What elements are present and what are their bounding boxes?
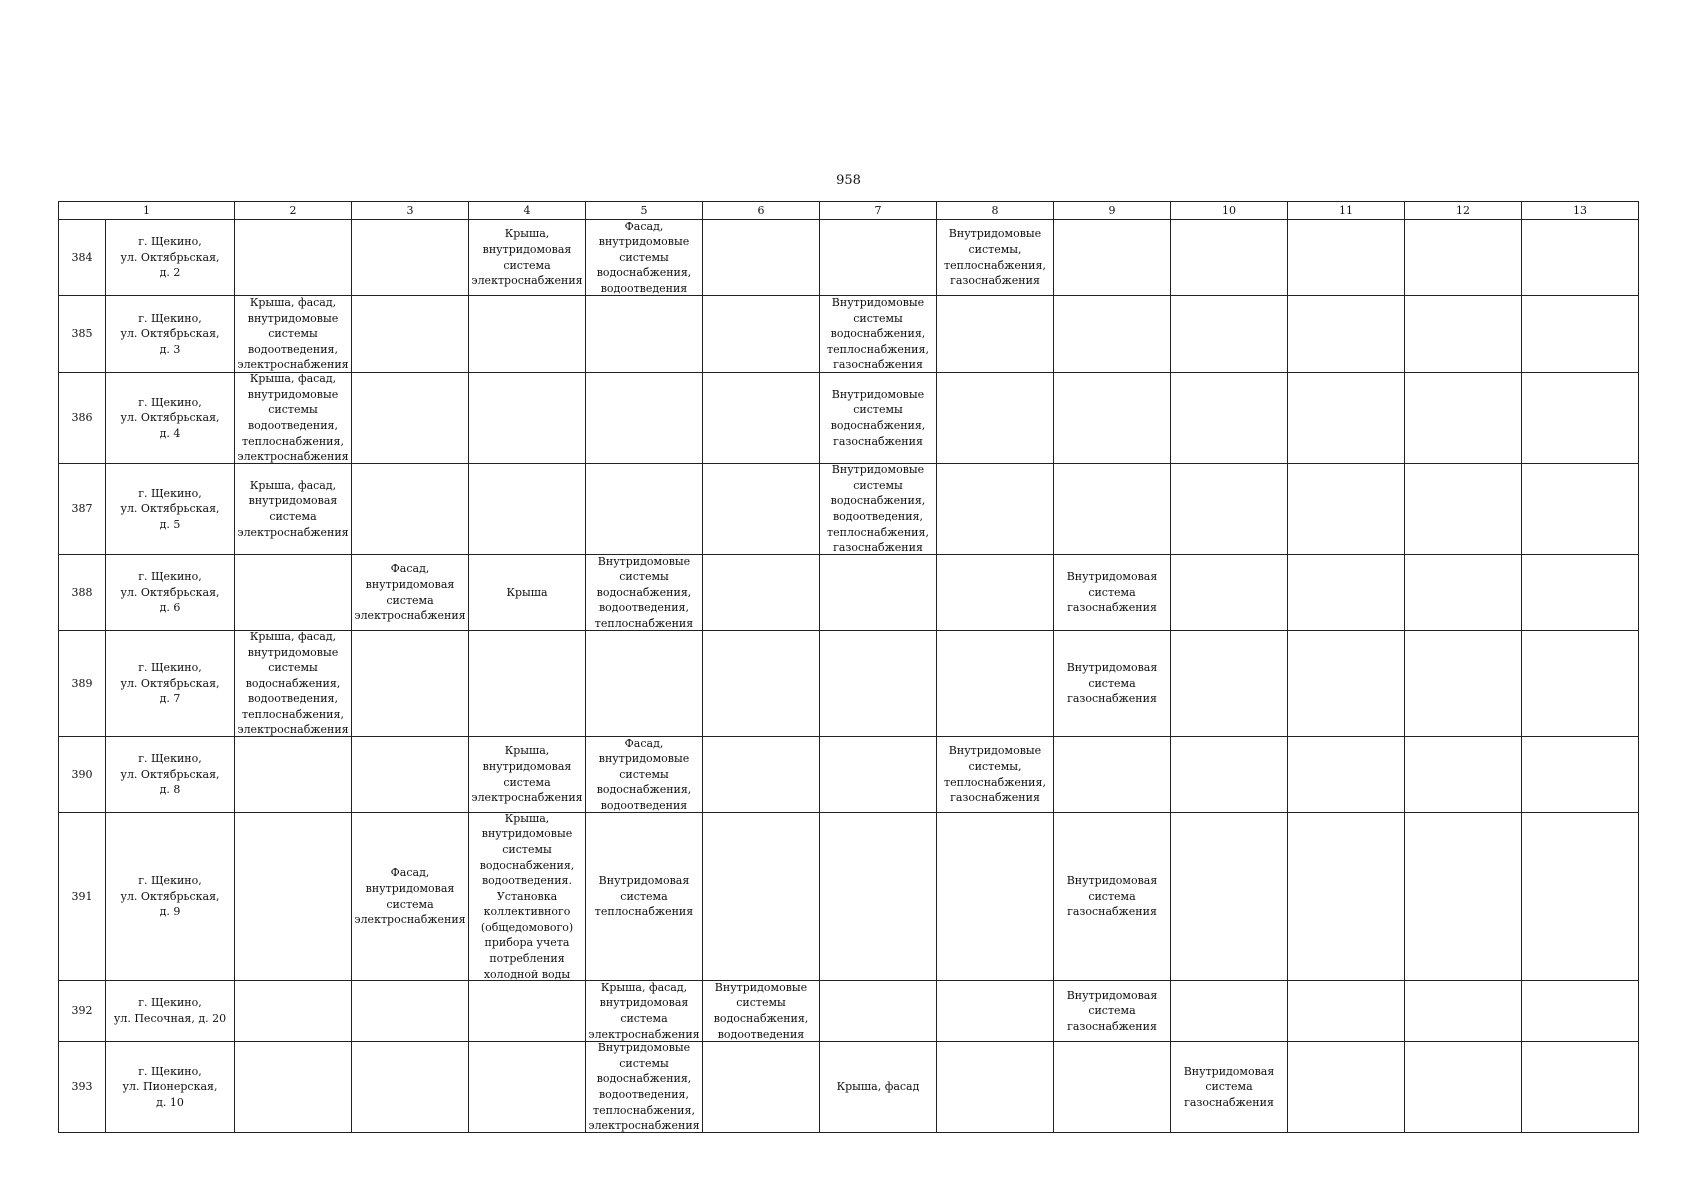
address-text: г. Щекино, ул. Октябрьская, д. 9 xyxy=(120,874,220,919)
header-row xyxy=(59,202,1639,220)
work-text xyxy=(353,738,467,812)
column-header: 4 xyxy=(469,202,586,220)
work-cell xyxy=(1171,813,1288,981)
work-text xyxy=(353,374,467,463)
work-cell xyxy=(469,296,586,373)
work-text xyxy=(821,221,935,295)
work-text xyxy=(1289,374,1403,463)
address-text: г. Щекино, ул. Пионерская, д. 10 xyxy=(122,1064,218,1109)
work-cell xyxy=(1054,296,1171,373)
row-number-cell: 392 xyxy=(59,981,106,1042)
work-text: Крыша, фасад, внутридомовые системы водоотведения, теплоснабжения, электроснабжения xyxy=(237,373,349,463)
work-text xyxy=(1523,221,1637,295)
work-text: Внутридомовые системы, теплоснабжения, газоснабжения xyxy=(944,227,1046,288)
work-text xyxy=(470,632,584,736)
work-cell xyxy=(586,373,703,464)
work-cell xyxy=(469,220,586,296)
work-cell xyxy=(586,555,703,631)
work-cell xyxy=(235,981,352,1042)
work-text xyxy=(1523,632,1637,736)
work-cell xyxy=(352,981,469,1042)
work-text xyxy=(353,221,467,295)
work-text xyxy=(236,982,350,1041)
work-text: Внутридомовые системы водоснабжения, водоотведения, теплоснабжения, газоснабжения xyxy=(827,464,929,554)
address-cell xyxy=(106,737,235,813)
work-cell xyxy=(586,220,703,296)
column-header: 5 xyxy=(586,202,703,220)
work-text: Внутридомовая система теплоснабжения xyxy=(594,874,694,919)
table-row xyxy=(59,220,1639,296)
column-header: 13 xyxy=(1522,202,1639,220)
work-cell xyxy=(235,296,352,373)
work-cell xyxy=(1171,631,1288,737)
address-cell xyxy=(106,464,235,555)
work-text xyxy=(1055,374,1169,463)
work-cell xyxy=(1288,220,1405,296)
work-text xyxy=(1055,297,1169,372)
work-text xyxy=(1406,632,1520,736)
work-cell xyxy=(1522,631,1639,737)
work-cell xyxy=(352,737,469,813)
work-cell xyxy=(352,1042,469,1133)
work-cell xyxy=(703,737,820,813)
work-cell xyxy=(703,464,820,555)
work-text xyxy=(1523,982,1637,1041)
work-text xyxy=(1523,1043,1637,1132)
work-cell xyxy=(1054,813,1171,981)
work-text xyxy=(938,982,1052,1041)
work-cell xyxy=(1288,813,1405,981)
work-cell xyxy=(1405,813,1522,981)
work-text xyxy=(704,297,818,372)
column-header: 8 xyxy=(937,202,1054,220)
work-text xyxy=(1055,221,1169,295)
work-cell xyxy=(820,373,937,464)
work-text xyxy=(353,982,467,1041)
column-header: 11 xyxy=(1288,202,1405,220)
work-text xyxy=(1289,465,1403,554)
work-text xyxy=(1406,814,1520,980)
work-text xyxy=(1172,982,1286,1041)
work-cell xyxy=(937,813,1054,981)
work-text xyxy=(353,632,467,736)
work-cell xyxy=(586,813,703,981)
work-text xyxy=(470,374,584,463)
work-cell xyxy=(1522,296,1639,373)
work-cell xyxy=(1288,464,1405,555)
work-cell xyxy=(1405,464,1522,555)
work-text xyxy=(236,221,350,295)
work-cell xyxy=(1288,737,1405,813)
work-cell xyxy=(1522,737,1639,813)
work-text xyxy=(938,465,1052,554)
work-cell xyxy=(1054,373,1171,464)
column-header: 2 xyxy=(235,202,352,220)
work-text xyxy=(353,297,467,372)
table-row xyxy=(59,555,1639,631)
work-text xyxy=(470,297,584,372)
work-cell xyxy=(1405,737,1522,813)
table-row xyxy=(59,813,1639,981)
work-text xyxy=(1523,465,1637,554)
work-cell xyxy=(703,1042,820,1133)
work-text xyxy=(821,982,935,1041)
work-cell xyxy=(469,555,586,631)
work-text xyxy=(1289,297,1403,372)
document-table xyxy=(58,201,1639,1133)
work-text xyxy=(1055,465,1169,554)
work-text xyxy=(938,814,1052,980)
work-text: Крыша, фасад, внутридомовые системы водоснабжения, водоотведения, теплоснабжения, электроснабжения xyxy=(237,631,349,736)
work-text xyxy=(1289,221,1403,295)
work-cell xyxy=(820,464,937,555)
work-text: Крыша, фасад, внутридомовая система электроснабжения xyxy=(588,981,700,1041)
work-cell xyxy=(586,737,703,813)
column-header: 7 xyxy=(820,202,937,220)
work-text: Внутридомовые системы водоснабжения, газоснабжения xyxy=(830,387,926,448)
work-text: Внутридомовая система газоснабжения xyxy=(1183,1064,1275,1109)
work-text: Внутридомовые системы водоснабжения, водоотведения, теплоснабжения xyxy=(594,555,694,630)
work-cell xyxy=(469,981,586,1042)
work-text xyxy=(704,221,818,295)
work-cell xyxy=(235,1042,352,1133)
work-cell xyxy=(586,296,703,373)
work-cell xyxy=(469,737,586,813)
work-cell xyxy=(703,220,820,296)
work-text: Фасад, внутридомовые системы водоснабжения, водоотведения xyxy=(596,220,692,295)
work-text: Крыша, внутридомовая система электроснабжения xyxy=(471,227,583,288)
work-cell xyxy=(1288,631,1405,737)
table-row xyxy=(59,464,1639,555)
work-text xyxy=(587,297,701,372)
work-cell xyxy=(937,220,1054,296)
work-text xyxy=(353,465,467,554)
work-text: Крыша, внутридомовая система электроснабжения xyxy=(471,744,583,805)
table-row xyxy=(59,1042,1639,1133)
address-cell xyxy=(106,631,235,737)
work-text: Внутридомовые системы, теплоснабжения, газоснабжения xyxy=(944,744,1046,805)
work-text xyxy=(821,632,935,736)
address-cell xyxy=(106,813,235,981)
work-cell xyxy=(703,555,820,631)
work-text xyxy=(704,738,818,812)
work-text: Внутридомовые системы водоснабжения, водоотведения xyxy=(713,981,809,1041)
work-cell xyxy=(352,813,469,981)
row-number-cell: 393 xyxy=(59,1042,106,1133)
work-text xyxy=(938,632,1052,736)
work-text: Крыша xyxy=(506,585,548,599)
address-cell xyxy=(106,555,235,631)
work-cell xyxy=(937,1042,1054,1133)
work-text: Внутридомовая система газоснабжения xyxy=(1066,570,1158,615)
work-cell xyxy=(235,555,352,631)
work-cell xyxy=(703,631,820,737)
work-text xyxy=(1172,221,1286,295)
column-header: 10 xyxy=(1171,202,1288,220)
work-cell xyxy=(1288,1042,1405,1133)
work-cell xyxy=(586,631,703,737)
work-text xyxy=(587,374,701,463)
work-cell xyxy=(235,813,352,981)
work-cell xyxy=(1522,220,1639,296)
work-cell xyxy=(352,464,469,555)
work-text xyxy=(704,556,818,630)
work-cell xyxy=(1171,555,1288,631)
work-text xyxy=(1289,632,1403,736)
work-cell xyxy=(820,631,937,737)
work-text xyxy=(938,374,1052,463)
work-text xyxy=(1055,1043,1169,1132)
table-row xyxy=(59,373,1639,464)
work-cell xyxy=(469,464,586,555)
work-text xyxy=(470,465,584,554)
column-header: 12 xyxy=(1405,202,1522,220)
address-cell xyxy=(106,296,235,373)
column-header: 3 xyxy=(352,202,469,220)
work-text xyxy=(236,738,350,812)
work-cell xyxy=(235,631,352,737)
work-cell xyxy=(1054,631,1171,737)
work-text xyxy=(938,556,1052,630)
work-cell xyxy=(1054,220,1171,296)
work-cell xyxy=(1054,464,1171,555)
work-text: Крыша, фасад, внутридомовые системы водоотведения, электроснабжения xyxy=(237,296,349,372)
work-cell xyxy=(1522,813,1639,981)
work-cell xyxy=(820,296,937,373)
work-text: Крыша, фасад, внутридомовая система электроснабжения xyxy=(237,478,349,539)
table-row xyxy=(59,296,1639,373)
work-text xyxy=(1406,374,1520,463)
work-cell xyxy=(352,220,469,296)
work-text xyxy=(1523,738,1637,812)
row-number-cell: 385 xyxy=(59,296,106,373)
work-cell xyxy=(235,373,352,464)
work-text xyxy=(587,632,701,736)
work-text xyxy=(704,632,818,736)
work-text xyxy=(704,1043,818,1132)
work-cell xyxy=(1405,1042,1522,1133)
work-cell xyxy=(586,464,703,555)
work-cell xyxy=(1288,981,1405,1042)
work-text xyxy=(1406,297,1520,372)
work-cell xyxy=(703,981,820,1042)
address-text: г. Щекино, ул. Октябрьская, д. 7 xyxy=(120,661,220,706)
work-text: Внутридомовая система газоснабжения xyxy=(1066,988,1158,1033)
work-text xyxy=(1523,374,1637,463)
work-text xyxy=(236,556,350,630)
work-cell xyxy=(820,813,937,981)
work-text xyxy=(1406,556,1520,630)
work-cell xyxy=(1054,737,1171,813)
address-cell xyxy=(106,220,235,296)
work-cell xyxy=(1405,631,1522,737)
table-row xyxy=(59,737,1639,813)
work-cell xyxy=(1522,1042,1639,1133)
work-text xyxy=(1172,632,1286,736)
work-text xyxy=(1289,1043,1403,1132)
work-cell xyxy=(1288,373,1405,464)
work-cell xyxy=(937,737,1054,813)
work-cell xyxy=(1054,555,1171,631)
work-text xyxy=(470,1043,584,1132)
work-cell xyxy=(1288,555,1405,631)
work-text xyxy=(821,814,935,980)
work-cell xyxy=(703,373,820,464)
work-cell xyxy=(1171,220,1288,296)
work-cell xyxy=(937,373,1054,464)
work-cell xyxy=(469,813,586,981)
work-cell xyxy=(469,373,586,464)
row-number-cell: 388 xyxy=(59,555,106,631)
work-cell xyxy=(937,555,1054,631)
address-text: г. Щекино, ул. Октябрьская, д. 6 xyxy=(120,570,220,615)
work-text: Крыша, внутридомовые системы водоснабжения, водоотведения. Установка коллективного (общедомового) прибора учета потребления холодной воды xyxy=(479,813,575,980)
work-text xyxy=(1289,814,1403,980)
work-text xyxy=(704,374,818,463)
work-cell xyxy=(1405,555,1522,631)
work-cell xyxy=(1405,296,1522,373)
work-cell xyxy=(1171,373,1288,464)
work-text: Фасад, внутридомовые системы водоснабжения, водоотведения xyxy=(596,737,692,812)
work-text: Фасад, внутридомовая система электроснабжения xyxy=(354,866,466,927)
work-text: Внутридомовые системы водоснабжения, водоотведения, теплоснабжения, электроснабжения xyxy=(588,1042,700,1132)
work-cell xyxy=(235,220,352,296)
work-cell xyxy=(469,1042,586,1133)
work-text: Фасад, внутридомовая система электроснабжения xyxy=(354,562,466,623)
work-cell xyxy=(1054,1042,1171,1133)
work-cell xyxy=(235,737,352,813)
work-cell xyxy=(586,981,703,1042)
address-text: г. Щекино, ул. Октябрьская, д. 2 xyxy=(120,235,220,280)
work-cell xyxy=(820,981,937,1042)
work-text xyxy=(1523,556,1637,630)
work-text xyxy=(704,465,818,554)
work-cell xyxy=(352,296,469,373)
work-text xyxy=(821,738,935,812)
address-text: г. Щекино, ул. Октябрьская, д. 5 xyxy=(120,486,220,531)
work-text xyxy=(938,297,1052,372)
work-cell xyxy=(352,555,469,631)
column-header: 6 xyxy=(703,202,820,220)
work-cell xyxy=(1171,296,1288,373)
work-cell xyxy=(1522,373,1639,464)
column-header: 9 xyxy=(1054,202,1171,220)
work-cell xyxy=(1522,981,1639,1042)
work-text xyxy=(1172,738,1286,812)
work-text xyxy=(1172,556,1286,630)
work-text: Внутридомовая система газоснабжения xyxy=(1066,661,1158,706)
table-row xyxy=(59,981,1639,1042)
work-text xyxy=(938,1043,1052,1132)
work-cell xyxy=(352,373,469,464)
work-cell xyxy=(1171,464,1288,555)
row-number-cell: 389 xyxy=(59,631,106,737)
address-cell xyxy=(106,981,235,1042)
work-cell xyxy=(469,631,586,737)
work-cell xyxy=(937,631,1054,737)
work-text xyxy=(1172,814,1286,980)
work-cell xyxy=(1522,464,1639,555)
address-text: г. Щекино, ул. Песочная, д. 20 xyxy=(113,996,227,1025)
work-cell xyxy=(820,555,937,631)
work-text xyxy=(1172,465,1286,554)
work-text xyxy=(1406,1043,1520,1132)
row-number-cell: 391 xyxy=(59,813,106,981)
work-cell xyxy=(1171,1042,1288,1133)
table-body xyxy=(59,220,1639,1133)
work-cell xyxy=(1171,737,1288,813)
work-cell xyxy=(703,813,820,981)
address-text: г. Щекино, ул. Октябрьская, д. 4 xyxy=(120,395,220,440)
work-text: Внутридомовая система газоснабжения xyxy=(1066,874,1158,919)
row-number-cell: 384 xyxy=(59,220,106,296)
work-cell xyxy=(1171,981,1288,1042)
work-text xyxy=(353,1043,467,1132)
row-number-cell: 386 xyxy=(59,373,106,464)
row-number-cell: 390 xyxy=(59,737,106,813)
work-text xyxy=(1523,297,1637,372)
work-text xyxy=(1289,556,1403,630)
address-text: г. Щекино, ул. Октябрьская, д. 3 xyxy=(120,311,220,356)
table-row xyxy=(59,631,1639,737)
work-cell xyxy=(937,981,1054,1042)
work-cell xyxy=(1405,220,1522,296)
work-text xyxy=(704,814,818,980)
work-cell xyxy=(235,464,352,555)
column-header: 1 xyxy=(59,202,235,220)
address-cell xyxy=(106,1042,235,1133)
work-text: Крыша, фасад xyxy=(836,1080,920,1094)
work-cell xyxy=(1288,296,1405,373)
row-number-cell: 387 xyxy=(59,464,106,555)
address-text: г. Щекино, ул. Октябрьская, д. 8 xyxy=(120,752,220,797)
work-cell xyxy=(1405,981,1522,1042)
work-text xyxy=(1172,374,1286,463)
work-cell xyxy=(586,1042,703,1133)
work-cell xyxy=(703,296,820,373)
work-text xyxy=(1406,982,1520,1041)
work-text xyxy=(1289,982,1403,1041)
work-text xyxy=(1406,465,1520,554)
work-text xyxy=(587,465,701,554)
work-text xyxy=(821,556,935,630)
address-cell xyxy=(106,373,235,464)
work-cell xyxy=(937,464,1054,555)
work-text: Внутридомовые системы водоснабжения, теплоснабжения, газоснабжения xyxy=(827,296,929,372)
work-cell xyxy=(352,631,469,737)
work-text xyxy=(236,814,350,980)
work-text xyxy=(1406,738,1520,812)
work-text xyxy=(236,1043,350,1132)
work-cell xyxy=(937,296,1054,373)
work-cell xyxy=(820,737,937,813)
work-cell xyxy=(820,1042,937,1133)
page-number: 958 xyxy=(836,173,861,188)
work-cell xyxy=(1522,555,1639,631)
work-cell xyxy=(1054,981,1171,1042)
work-cell xyxy=(1405,373,1522,464)
work-text xyxy=(1523,814,1637,980)
work-text xyxy=(1172,297,1286,372)
work-text xyxy=(1289,738,1403,812)
work-text xyxy=(1406,221,1520,295)
work-cell xyxy=(820,220,937,296)
work-text xyxy=(470,982,584,1041)
work-text xyxy=(1055,738,1169,812)
